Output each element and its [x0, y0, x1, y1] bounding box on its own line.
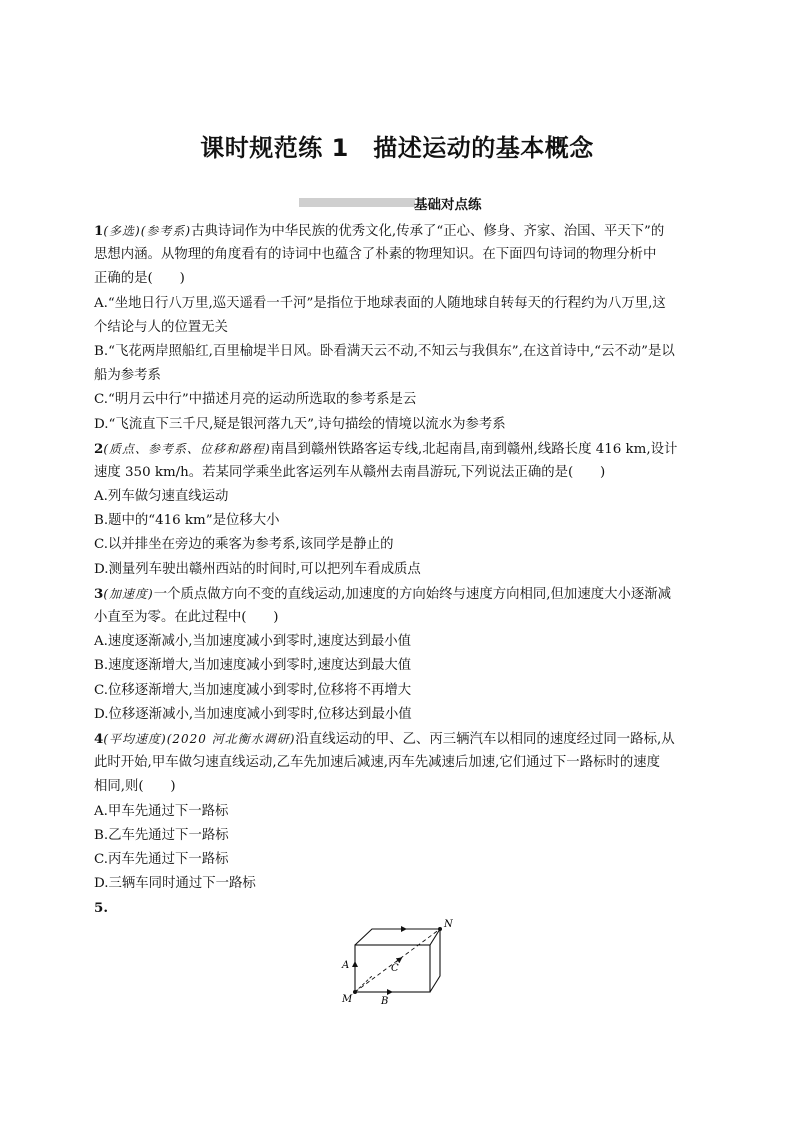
point-n [438, 927, 442, 931]
q1-stem-3: 正确的是( ) [94, 271, 185, 287]
q1-option-d: D.“飞流直下三千尺,疑是银河落九天”,诗句描绘的情境以流水为参考系 [94, 416, 506, 432]
q4-option-b: B.乙车先通过下一路标 [94, 827, 229, 843]
q1-option-b-1: B.“飞花两岸照船红,百里榆堤半日风。卧看满天云不动,不知云与我俱东”,在这首诗中,“云不动”是以 [94, 343, 675, 359]
q4-option-a: A.甲车先通过下一路标 [94, 803, 229, 819]
q1-option-b-2: 船为参考系 [94, 368, 161, 384]
q4-stem-2: 此时开始,甲车做匀速直线运动,乙车先加速后减速,丙车先减速后加速,它们通过下一路标时的速度 [94, 755, 661, 771]
q3-stem-1: 一个质点做方向不变的直线运动,加速度的方向始终与速度方向相同,但加速度大小逐渐减 [153, 586, 672, 602]
q2-option-c: C.以并排坐在旁边的乘客为参考系,该同学是静止的 [94, 537, 394, 553]
q3-option-b: B.速度逐渐增大,当加速度减小到零时,速度达到最大值 [94, 658, 412, 674]
q3-stem-2: 小直至为零。在此过程中( ) [94, 610, 279, 625]
q3-option-a: A.速度逐渐减小,当加速度减小到零时,速度达到最小值 [94, 634, 412, 650]
label-m: M [342, 994, 353, 1005]
q4-option-c: C.丙车先通过下一路标 [94, 851, 229, 867]
q4-number: 4 [94, 730, 104, 747]
arrow-c [396, 959, 400, 962]
q5-line [94, 896, 700, 920]
q3-option-c: C.位移逐渐增大,当加速度减小到零时,位移将不再增大 [94, 682, 412, 698]
label-a: A [342, 960, 350, 971]
cuboid-figure [338, 918, 458, 1006]
q1-option-c: C.“明月云中行”中描述月亮的运动所选取的参考系是云 [94, 392, 417, 408]
q4-stem-1: 沿直线运动的甲、乙、丙三辆汽车以相同的速度经过同一路标,从 [295, 731, 675, 747]
q1-tags: (多选)(参考系) [103, 224, 192, 238]
section-bar [299, 198, 415, 207]
q1-line-1 [94, 219, 700, 243]
point-m [353, 990, 357, 994]
q3-option-d: D.位移逐渐减小,当加速度减小到零时,位移达到最小值 [94, 706, 412, 722]
q4-tags: (平均速度)(2020 河北衡水调研) [103, 731, 296, 746]
q2-option-d: D.测量列车驶出赣州西站的时间时,可以把列车看成质点 [94, 561, 421, 577]
q1-stem-1: 古典诗词作为中华民族的优秀文化,传承了“正心、修身、齐家、治国、平天下”的 [191, 224, 665, 239]
question-list [94, 219, 700, 920]
label-b: B [381, 996, 389, 1006]
q5-number: 5. [94, 900, 108, 917]
q4-option-d: D.三辆车同时通过下一路标 [94, 876, 256, 892]
q1-option-a-1: A.“坐地日行八万里,巡天遥看一千河”是指位于地球表面的人随地球自转每天的行程约为八万里,这 [94, 295, 666, 311]
q2-tags: (质点、参考系、位移和路程) [103, 441, 271, 456]
q3-line-1 [94, 582, 700, 606]
page-title: 课时规范练 1 描述运动的基本概念 [200, 134, 594, 162]
q2-option-a: A.列车做匀速直线运动 [94, 489, 229, 505]
q3-tags: (加速度) [103, 586, 154, 601]
q4-stem-3: 相同,则( ) [94, 779, 176, 795]
q1-stem-2: 思想内涵。从物理的角度看有的诗词中也蕴含了朴素的物理知识。在下面四句诗词的物理分析中 [94, 247, 657, 263]
top-right-edge [430, 929, 440, 945]
q2-line-1 [94, 437, 700, 461]
label-n: N [444, 919, 453, 930]
q4-line-1 [94, 727, 700, 751]
q3-number: 3 [94, 585, 104, 602]
q1-number: 1 [94, 223, 104, 239]
label-c: C [391, 963, 399, 974]
section-label: 基础对点练 [414, 197, 482, 213]
q2-stem-2: 速度 350 km/h。若某同学乘坐此客运列车从赣州去南昌游玩,下列说法正确的是( ) [94, 464, 606, 480]
q2-stem-1: 南昌到赣州铁路客运专线,北起南昌,南到赣州,线路长度 416 km,设计 [270, 441, 678, 457]
q1-option-a-2: 个结论与人的位置无关 [94, 319, 228, 335]
q2-option-b: B.题中的“416 km”是位移大小 [94, 513, 280, 529]
q2-number: 2 [94, 440, 104, 457]
